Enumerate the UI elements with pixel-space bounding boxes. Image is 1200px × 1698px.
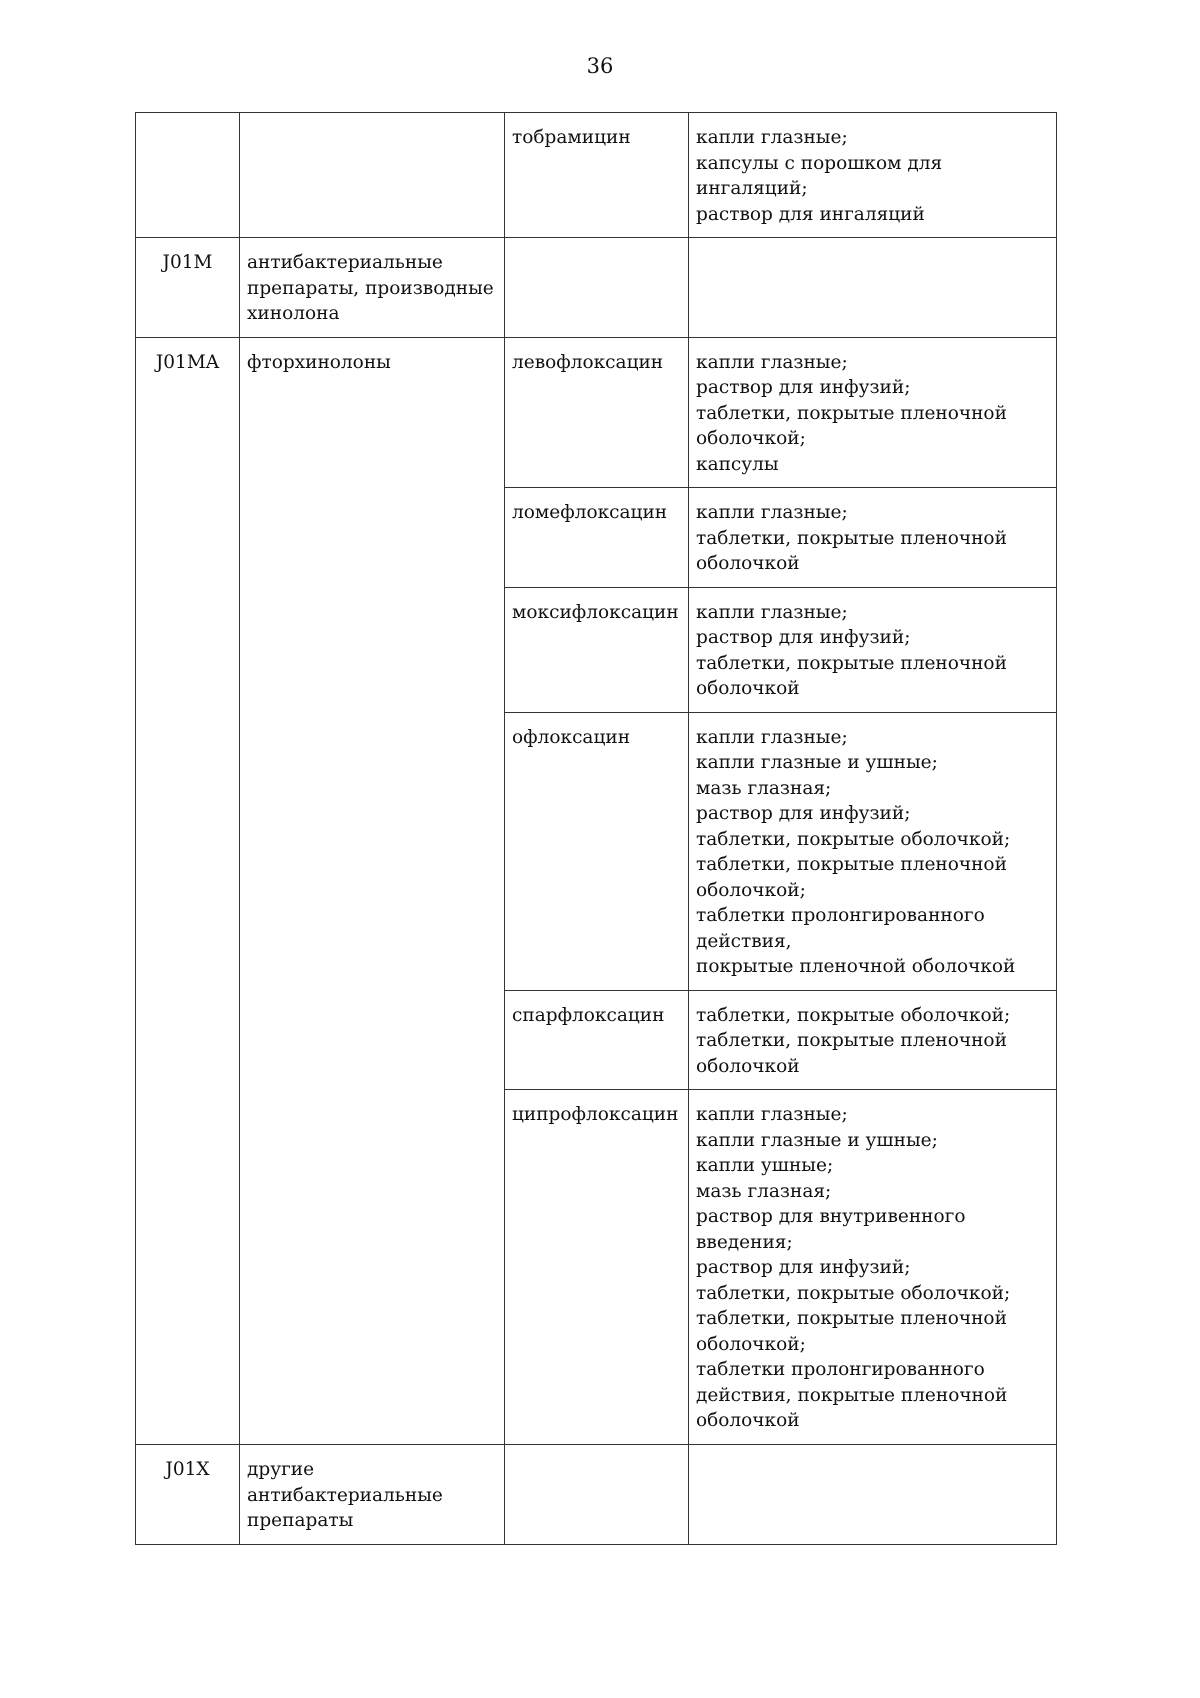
dosage-forms-cell bbox=[689, 238, 1057, 338]
drug-name-cell: ципрофлоксацин bbox=[505, 1090, 689, 1445]
dosage-forms-cell bbox=[689, 990, 1057, 1090]
drug-name-cell: спарфлоксацин bbox=[505, 990, 689, 1090]
dosage-form: капли глазные; bbox=[696, 601, 848, 623]
dosage-form: таблетки, покрытые пленочной оболочкой bbox=[696, 652, 1007, 699]
drug-name-cell bbox=[505, 238, 689, 338]
group-name-cell: антибактериальные препараты, производные хинолона bbox=[240, 238, 505, 338]
drug-name-cell bbox=[505, 1445, 689, 1545]
drug-name-cell: офлоксацин bbox=[505, 712, 689, 990]
dosage-form: капсулы bbox=[696, 453, 779, 475]
dosage-form: капли глазные; bbox=[696, 351, 848, 373]
atc-code-cell: J01M bbox=[136, 238, 240, 338]
group-name-cell bbox=[240, 113, 505, 238]
dosage-form: капсулы с порошком для ингаляций; bbox=[696, 152, 943, 199]
dosage-form: таблетки, покрытые пленочной оболочкой bbox=[696, 1030, 1007, 1077]
dosage-form: таблетки, покрытые пленочной оболочкой bbox=[696, 527, 1007, 574]
dosage-form: мазь глазная; bbox=[696, 1180, 832, 1202]
dosage-form: раствор для инфузий; bbox=[696, 803, 911, 824]
dosage-form: раствор для инфузий; bbox=[696, 377, 911, 398]
dosage-forms-cell bbox=[689, 712, 1057, 990]
dosage-form: раствор для ингаляций bbox=[696, 203, 925, 225]
table-row bbox=[136, 1445, 1057, 1545]
dosage-form: мазь глазная; bbox=[696, 777, 832, 799]
dosage-forms-cell bbox=[689, 587, 1057, 712]
dosage-form: капли глазные; bbox=[696, 127, 848, 148]
dosage-form: таблетки пролонгированного действия, bbox=[696, 905, 985, 952]
dosage-form: таблетки, покрытые оболочкой; bbox=[696, 828, 1011, 850]
dosage-form: раствор для инфузий; bbox=[696, 627, 911, 648]
dosage-form: раствор для инфузий; bbox=[696, 1257, 911, 1278]
group-name-cell: другие антибактериальные препараты bbox=[240, 1445, 505, 1545]
atc-code-cell: J01X bbox=[136, 1445, 240, 1545]
dosage-form: таблетки, покрытые пленочной оболочкой; bbox=[696, 854, 1007, 901]
drug-name-cell: левофлоксацин bbox=[505, 337, 689, 488]
atc-code-cell: J01MA bbox=[136, 337, 240, 1445]
dosage-form: таблетки пролонгированного действия, покрытые пленочной оболочкой bbox=[696, 1359, 1008, 1431]
dosage-form: капли глазные и ушные; bbox=[696, 752, 938, 773]
dosage-form: таблетки, покрытые оболочкой; bbox=[696, 1282, 1011, 1304]
dosage-form: капли глазные; bbox=[696, 502, 848, 523]
table-row bbox=[136, 113, 1057, 238]
dosage-form: таблетки, покрытые пленочной оболочкой; bbox=[696, 402, 1007, 449]
dosage-forms-cell bbox=[689, 113, 1057, 238]
dosage-form: таблетки, покрытые оболочкой; bbox=[696, 1004, 1011, 1026]
dosage-form: капли ушные; bbox=[696, 1155, 834, 1176]
atc-code-cell bbox=[136, 113, 240, 238]
dosage-forms-cell bbox=[689, 337, 1057, 488]
drug-table bbox=[135, 112, 1057, 1545]
dosage-form: капли глазные и ушные; bbox=[696, 1129, 938, 1151]
dosage-form: капли глазные; bbox=[696, 1104, 848, 1125]
dosage-forms-cell bbox=[689, 1445, 1057, 1545]
page-number: 36 bbox=[586, 54, 614, 78]
dosage-form: капли глазные; bbox=[696, 726, 848, 748]
dosage-forms-cell bbox=[689, 488, 1057, 588]
group-name-cell: фторхинолоны bbox=[240, 337, 505, 1445]
table-row bbox=[136, 238, 1057, 338]
drug-name-cell: ломефлоксацин bbox=[505, 488, 689, 588]
table-row bbox=[136, 337, 1057, 488]
dosage-forms-cell bbox=[689, 1090, 1057, 1445]
drug-name-cell: моксифлоксацин bbox=[505, 587, 689, 712]
dosage-form: таблетки, покрытые пленочной оболочкой; bbox=[696, 1308, 1007, 1355]
dosage-form: раствор для внутривенного введения; bbox=[696, 1206, 966, 1253]
drug-name-cell: тобрамицин bbox=[505, 113, 689, 238]
dosage-form: покрытые пленочной оболочкой bbox=[696, 956, 1016, 977]
